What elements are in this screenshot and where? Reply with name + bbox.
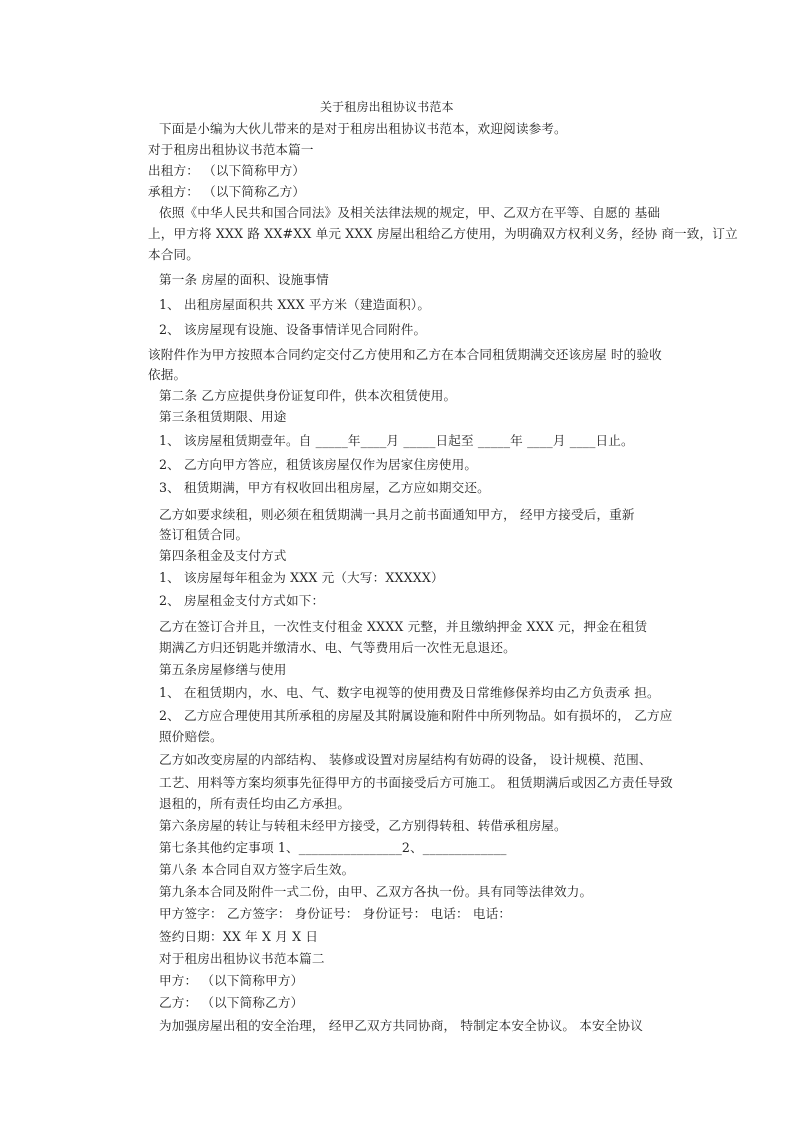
paragraph-line: 3、 租赁期满，甲方有权收回出租房屋，乙方应如期交还。	[159, 480, 490, 495]
paragraph-line: 下面是小编为大伙儿带来的是对于租房出租协议书范本，欢迎阅读参考。	[159, 121, 567, 136]
paragraph-line: 该附件作为甲方按照本合同约定交付乙方使用和乙方在本合同租赁期满交还该房屋 时的验收	[148, 347, 662, 362]
article-heading: 第三条租赁期限、用途	[159, 409, 287, 424]
paragraph-line: 2、 该房屋现有设施、设备事情详见合同附件。	[159, 322, 427, 337]
paragraph-line: 1、 在租赁期内，水、电、气、数字电视等的使用费及日常维修保养均由乙方负责承 担。	[159, 685, 660, 700]
paragraph-line: 本合同。	[148, 247, 199, 262]
paragraph-line: 乙方如改变房屋的内部结构、 装修或设置对房屋结构有妨碍的设备， 设计规模、范围、	[159, 752, 652, 767]
signing-date: 签约日期：XX 年 X 月 X 日	[159, 929, 319, 944]
paragraph-line: 工艺、用料等方案均须事先征得甲方的书面接受后方可施工。 租赁期满后或因乙方责任导致	[159, 775, 673, 790]
article-heading: 第四条租金及支付方式	[159, 548, 287, 563]
signature-line: 甲方签字： 乙方签字： 身份证号： 身份证号： 电话： 电话：	[159, 906, 512, 921]
paragraph-line: 1、 出租房屋面积共 XXX 平方米（建造面积）。	[159, 297, 431, 312]
paragraph-line: 依照《中华人民共和国合同法》及相关法律法规的规定，甲、乙双方在平等、自愿的 基础	[159, 205, 661, 220]
paragraph-line: 2、 乙方向甲方答应，租赁该房屋仅作为居家住房使用。	[159, 457, 478, 472]
article-heading: 第九条本合同及附件一式二份，由甲、乙双方各执一份。具有同等法律效力。	[159, 884, 593, 899]
page-title: 关于租房出租协议书范本	[320, 100, 454, 114]
paragraph-line: 2、 乙方应合理使用其所承租的房屋及其附属设施和附件中所列物品。如有损坏的， 乙方应	[159, 708, 673, 723]
paragraph-line: 上，甲方将 XXX 路 XX#XX 单元 XXX 房屋出租给乙方使用，为明确双方权利义务，经协 商一致，订立	[148, 226, 738, 241]
paragraph-line: 退租的，所有责任均由乙方承担。	[159, 796, 351, 811]
article-heading: 第八条 本合同自双方签字后生效。	[159, 862, 355, 877]
paragraph-line: 签订租赁合同。	[159, 527, 249, 542]
paragraph-line: 甲方： （以下简称甲方）	[159, 973, 304, 988]
paragraph-line: 照价赔偿。	[159, 729, 223, 744]
paragraph-line: 承租方： （以下简称乙方）	[148, 184, 306, 199]
article-heading: 第五条房屋修缮与使用	[159, 662, 287, 677]
paragraph-line: 乙方： （以下简称乙方）	[159, 995, 304, 1010]
paragraph-line: 依据。	[148, 367, 187, 382]
paragraph-line: 1、 该房屋每年租金为 XXX 元（大写：XXXXX）	[159, 570, 444, 585]
article-heading: 第六条房屋的转让与转租未经甲方接受，乙方别得转租、转借承租房屋。	[159, 818, 567, 833]
section-heading: 对于租房出租协议书范本篇二	[159, 951, 325, 966]
paragraph-line: 2、 房屋租金支付方式如下：	[159, 593, 325, 608]
paragraph-line: 乙方在签订合并且，一次性支付租金 XXXX 元整，并且缴纳押金 XXX 元，押金在租赁	[159, 619, 648, 634]
section-heading: 对于租房出租协议书范本篇一	[148, 142, 314, 157]
paragraph-line: 出租方： （以下简称甲方）	[148, 163, 306, 178]
paragraph-line: 为加强房屋出租的安全治理， 经甲乙双方共同协商， 特制定本安全协议。 本安全协议	[159, 1018, 643, 1033]
article-heading: 第一条 房屋的面积、设施事情	[159, 272, 329, 287]
article-heading: 第七条其他约定事项 1、________________2、_____________	[159, 840, 507, 855]
paragraph-line: 1、 该房屋租赁期壹年。自 _____年____月 _____日起至 _____年 ____月 ____日止。	[159, 433, 634, 448]
paragraph-line: 期满乙方归还钥匙并缴清水、电、气等费用后一次性无息退还。	[159, 640, 516, 655]
article-heading: 第二条 乙方应提供身份证复印件，供本次租赁使用。	[159, 388, 457, 403]
paragraph-line: 乙方如要求续租，则必须在租赁期满一具月之前书面通知甲方， 经甲方接受后，重新	[159, 507, 635, 522]
